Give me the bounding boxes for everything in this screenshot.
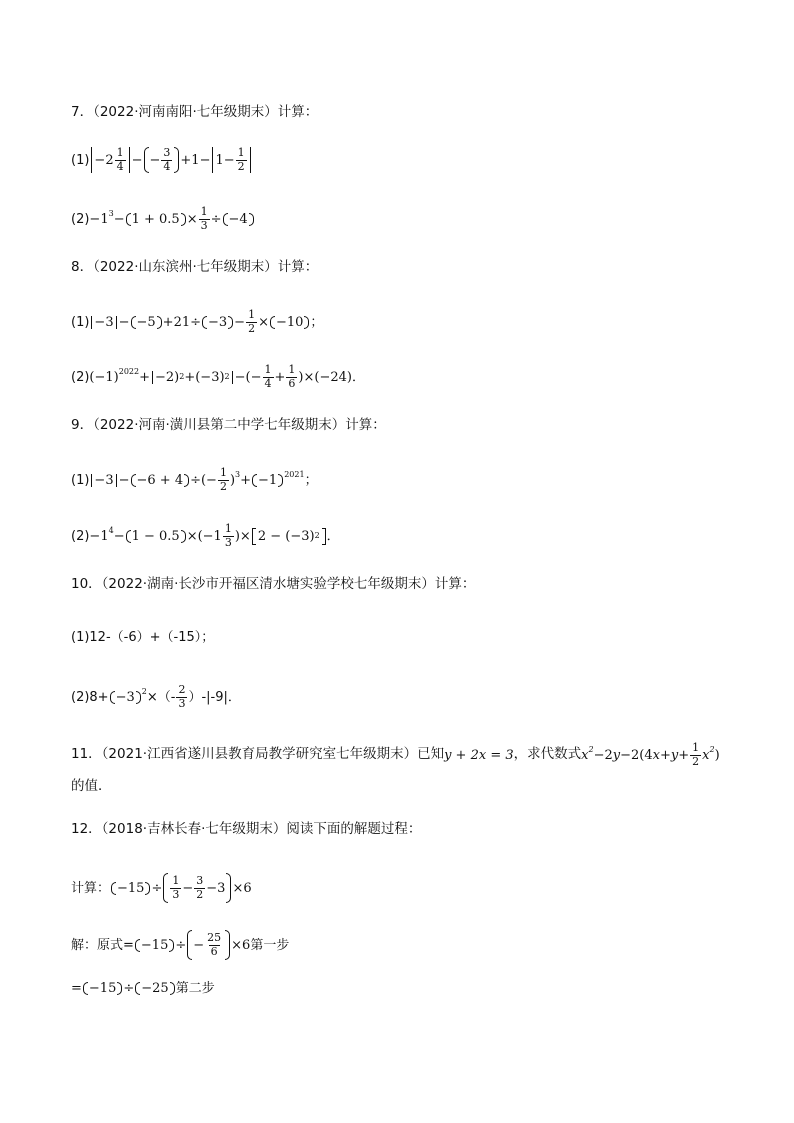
question-12-step-2: = −15 ÷ −25 第二步: [71, 981, 215, 996]
question-10-heading: 10．（2022·湖南·长沙市开福区清水塘实验学校七年级期末）计算：: [71, 576, 476, 592]
question-9-part-2: (2) $-1^4-$ 1 − 0.5 ×(−1 $\frac{1}{3}$ )× 2 − (−3) 2 ．: [71, 522, 340, 549]
question-12-calc: 计算： −15 ÷ $\frac{1}{3}$ − $\frac{3}{2}$ −3 ×6: [71, 873, 754, 903]
question-7-part-2: (2) $-1^3-$ 1 + 0.5 × $\frac{1}{3}$ ÷ −4: [71, 206, 754, 232]
question-7-part-1: (1) −2 $\frac{1}{4}$ − − $\frac{3}{4}$ +1− 1− $\frac{1}{2}$: [71, 147, 754, 173]
question-9-heading: 9．（2022·河南·潢川县第二中学七年级期末）计算：: [71, 417, 386, 433]
question-9-part-1: (1) −3 − −6 + 4 ÷(− $\frac{1}{2}$ )$^3$+ −1 $^{2021}$ ；: [71, 466, 318, 493]
question-7-heading: 7．（2022·河南南阳·七年级期末）计算：: [71, 104, 319, 120]
question-8-heading: 8．（2022·山东滨州·七年级期末）计算：: [71, 259, 319, 275]
question-11-heading: 11．（2021·江西省遂川县教育局教学研究室七年级期末）已知 y + 2x = 3 ，求代数式 $x^2$ −2 y −2(4 x + y + $\frac{1}{2}$ $x^2$ ): [71, 741, 720, 768]
question-8-part-1: (1) −3 − −5 +21÷ −3 − $\frac{1}{2}$ × −10 ；: [71, 308, 324, 335]
question-10-part-2: (2)8+ −3 $^2$ ×（- $\frac{2}{3}$ ）-|-9|．: [71, 683, 241, 710]
question-12-step-1: 解：原式= −15 ÷ − $\frac{25}{6}$ ×6 第一步: [71, 930, 754, 960]
question-11-tail: 的值．: [71, 778, 112, 794]
question-8-part-2: (2) $(-1)^{2022}+$ −2) 2 +(−3) 2 −(− $\frac{1}{4}$ + $\frac{1}{6}$ )×(−24) ．: [71, 363, 365, 390]
question-10-part-1: (1)12-（-6）+（-15）；: [71, 630, 215, 645]
question-12-heading: 12．（2018·吉林长春·七年级期末）阅读下面的解题过程：: [71, 821, 422, 837]
